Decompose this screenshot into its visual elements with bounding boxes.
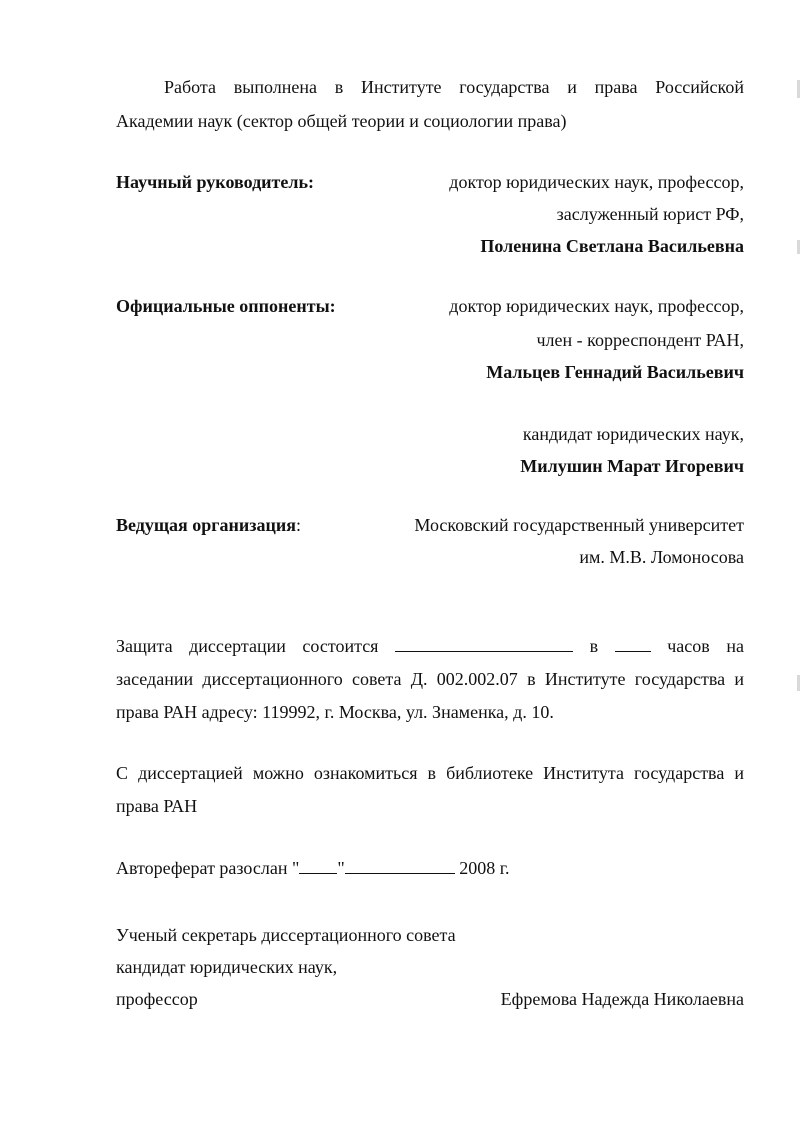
lead-org-label-row xyxy=(116,515,301,537)
secretary-name: Ефремова Надежда Николаевна xyxy=(500,989,744,1009)
defense-word-3: состоится xyxy=(302,636,379,656)
abstract-day-blank xyxy=(299,859,337,874)
opponents-label: Официальные оппоненты: xyxy=(116,296,336,316)
abstract-line xyxy=(116,858,744,880)
defense-line-3: права РАН адресу: 119992, г. Москва, ул. Знаменка, д. 10. xyxy=(116,702,554,722)
supervisor-degree: доктор юридических наук, профессор, xyxy=(449,172,744,192)
intro-line-1: Работа выполнена в Институте государства и права Российской xyxy=(164,77,744,97)
lead-org-name: Московский государственный университет xyxy=(414,515,744,535)
defense-word-2: диссертации xyxy=(189,636,286,656)
library-line-1: С диссертацией можно ознакомиться в библиотеке Института государства и xyxy=(116,763,744,783)
secretary-title: профессор xyxy=(116,989,198,1009)
opponent-1-degree: доктор юридических наук, профессор, xyxy=(449,296,744,316)
opponent-1-name: Мальцев Геннадий Васильевич xyxy=(486,362,744,382)
supervisor-label: Научный руководитель: xyxy=(116,172,314,192)
defense-line-1 xyxy=(116,636,744,658)
defense-word-4: в xyxy=(589,636,599,656)
defense-hour-blank xyxy=(615,637,651,652)
document-page xyxy=(116,0,744,1133)
intro-line-2: Академии наук (сектор общей теории и социологии права) xyxy=(116,111,567,131)
opponent-1-title: член - корреспондент РАН, xyxy=(536,330,744,350)
supervisor-title: заслуженный юрист РФ, xyxy=(556,204,744,224)
defense-word-5: часов xyxy=(667,636,710,656)
lead-org-name-cont: им. М.В. Ломоносова xyxy=(579,547,744,567)
library-line-2: права РАН xyxy=(116,796,198,816)
abstract-month-blank xyxy=(345,859,455,874)
lead-org-label: Ведущая организация xyxy=(116,515,296,535)
defense-word-1: Защита xyxy=(116,636,173,656)
secretary-line-2: кандидат юридических наук, xyxy=(116,957,338,977)
opponent-2-name: Милушин Марат Игоревич xyxy=(520,456,744,476)
abstract-year: 2008 г. xyxy=(459,858,510,878)
abstract-quote: " xyxy=(337,858,345,878)
defense-word-6: на xyxy=(726,636,744,656)
defense-date-blank xyxy=(395,637,573,652)
defense-line-2: заседании диссертационного совета Д. 002.002.07 в Институте государства и xyxy=(116,669,744,689)
secretary-line-1: Ученый секретарь диссертационного совета xyxy=(116,925,456,945)
opponent-2-degree: кандидат юридических наук, xyxy=(522,424,744,444)
lead-org-colon: : xyxy=(295,515,301,535)
abstract-prefix: Автореферат разослан " xyxy=(116,858,300,878)
supervisor-name: Поленина Светлана Васильевна xyxy=(480,236,744,256)
